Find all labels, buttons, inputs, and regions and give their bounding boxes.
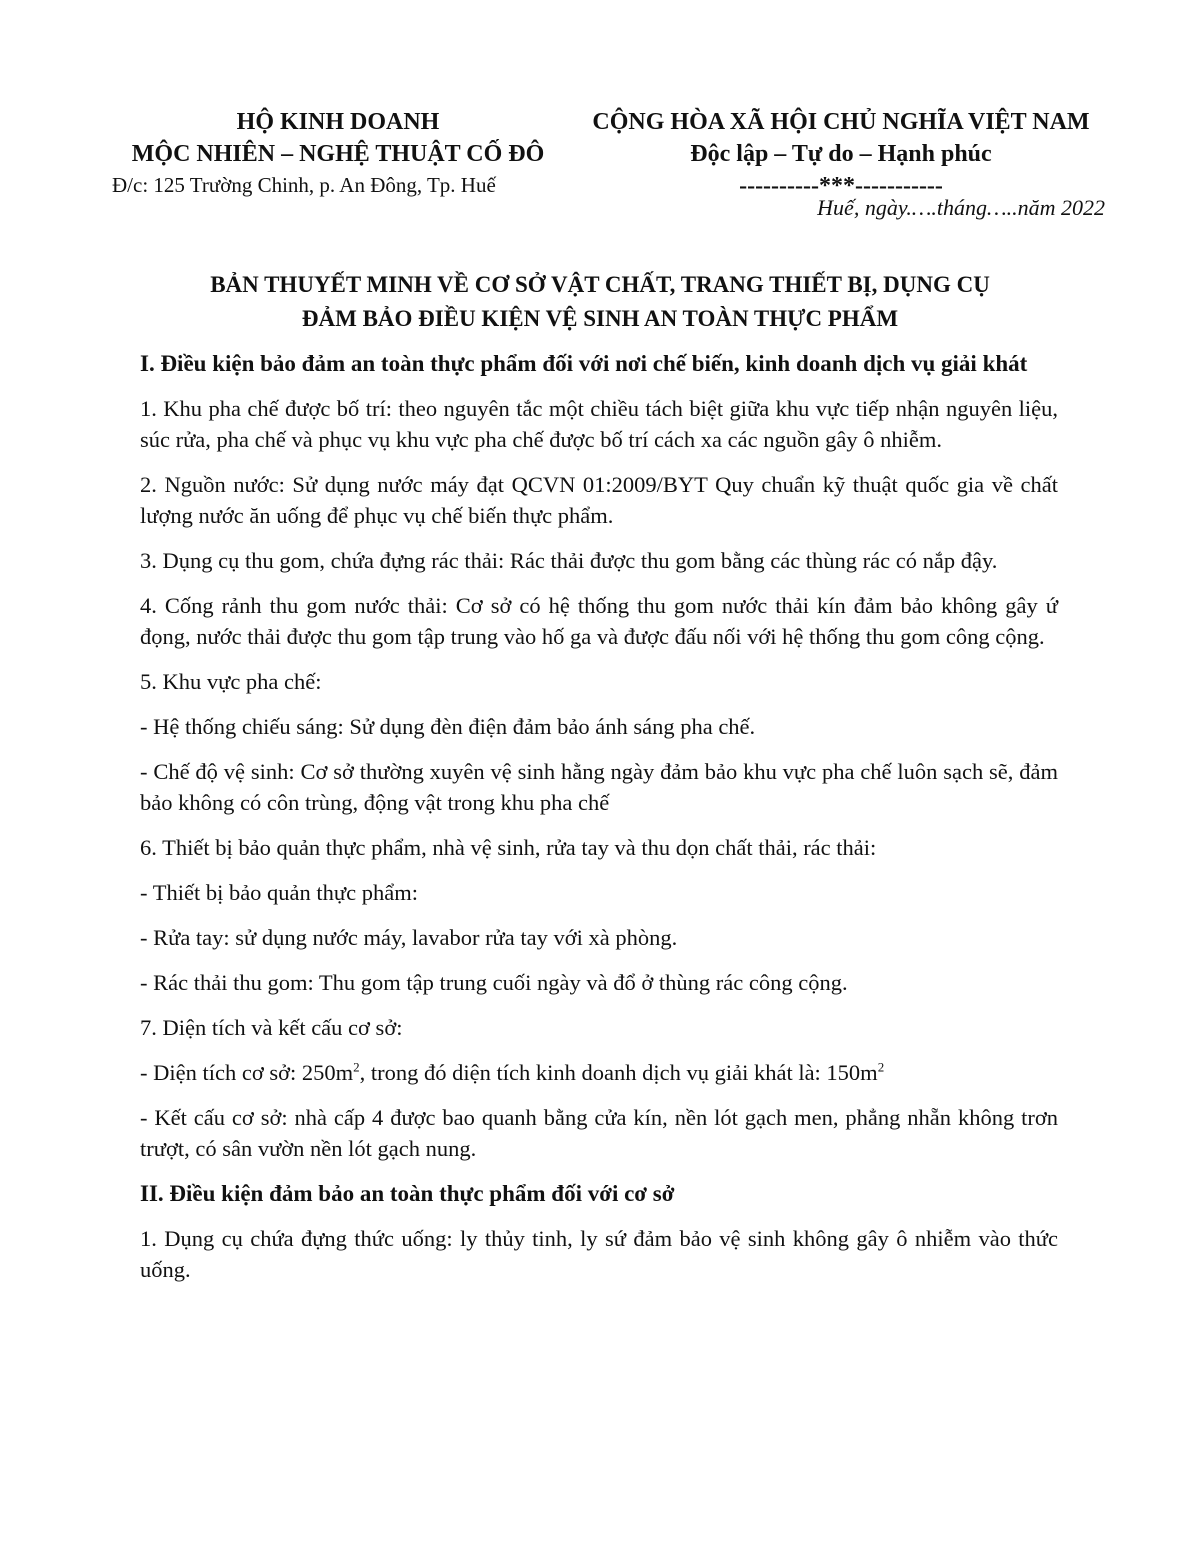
area-text-2: , trong đó diện tích kinh doanh dịch vụ giải khát là: 150m	[359, 1060, 878, 1085]
national-header	[572, 106, 1110, 202]
superscript: 2	[353, 1059, 360, 1075]
paragraph: - Hệ thống chiếu sáng: Sử dụng đèn điện đảm bảo ánh sáng pha chế.	[140, 714, 756, 739]
business-header	[98, 106, 578, 200]
business-address: Đ/c: 125 Trường Chinh, p. An Đông, Tp. Huế	[112, 173, 496, 197]
paragraph: - Rửa tay: sử dụng nước máy, lavabor rửa tay với xà phòng.	[140, 925, 678, 950]
paragraph: - Thiết bị bảo quản thực phẩm:	[140, 880, 418, 905]
paragraph: 5. Khu vực pha chế:	[140, 669, 322, 694]
area-paragraph	[140, 1057, 1058, 1088]
paragraph: 6. Thiết bị bảo quản thực phẩm, nhà vệ sinh, rửa tay và thu dọn chất thải, rác thải:	[140, 835, 877, 860]
document-date: Huế, ngày.….tháng…..năm 2022	[817, 195, 1105, 220]
paragraph: - Rác thải thu gom: Thu gom tập trung cuối ngày và đổ ở thùng rác công cộng.	[140, 970, 848, 995]
paragraph: 2. Nguồn nước: Sử dụng nước máy đạt QCVN 01:2009/BYT Quy chuẩn kỹ thuật quốc gia về chất lượng nước ăn uống để phục vụ chế biến thực phẩm.	[140, 472, 1058, 528]
section-2-heading: II. Điều kiện đảm bảo an toàn thực phẩm đối với cơ sở	[140, 1181, 675, 1206]
paragraph: 1. Khu pha chế được bố trí: theo nguyên tắc một chiều tách biệt giữa khu vực tiếp nhận nguyên liệu, súc rửa, pha chế và phục vụ khu vực pha chế được bố trí cách xa các nguồn gây ô nhiễm.	[140, 396, 1058, 452]
paragraph: - Chế độ vệ sinh: Cơ sở thường xuyên vệ sinh hằng ngày đảm bảo khu vực pha chế luôn sạch sẽ, đảm bảo không có côn trùng, động vật trong khu pha chế	[140, 759, 1058, 815]
paragraph: 3. Dụng cụ thu gom, chứa đựng rác thải: Rác thải được thu gom bằng các thùng rác có nắp đậy.	[140, 548, 998, 573]
title-line-1: BẢN THUYẾT MINH VỀ CƠ SỞ VẬT CHẤT, TRANG THIẾT BỊ, DỤNG CỤ	[210, 272, 990, 297]
motto: Độc lập – Tự do – Hạnh phúc	[690, 141, 992, 167]
title-line-2: ĐẢM BẢO ĐIỀU KIỆN VỆ SINH AN TOÀN THỰC PHẨM	[301, 306, 899, 331]
paragraph: 4. Cống rảnh thu gom nước thải: Cơ sở có hệ thống thu gom nước thải kín đảm bảo không gây ứ đọng, nước thải được thu gom tập trung vào hố ga và được đấu nối với hệ thống thu gom công cộng.	[140, 593, 1058, 649]
superscript: 2	[877, 1059, 885, 1075]
paragraph: 7. Diện tích và kết cấu cơ sở:	[140, 1015, 403, 1040]
section-1-heading: I. Điều kiện bảo đảm an toàn thực phẩm đối với nơi chế biến, kinh doanh dịch vụ giải khát	[140, 351, 1028, 376]
country-name: CỘNG HÒA XÃ HỘI CHỦ NGHĨA VIỆT NAM	[592, 109, 1090, 135]
document-body	[140, 348, 1058, 1299]
document-title	[100, 268, 1100, 336]
business-type: HỘ KINH DOANH	[236, 109, 440, 135]
area-text-1: - Diện tích cơ sở: 250m	[140, 1060, 354, 1085]
header-separator: ----------***-----------	[739, 173, 943, 199]
paragraph: 1. Dụng cụ chứa đựng thức uống: ly thủy tinh, ly sứ đảm bảo vệ sinh không gây ô nhiễm vào thức uống.	[140, 1226, 1058, 1282]
business-name: MỘC NHIÊN – NGHỆ THUẬT CỐ ĐÔ	[131, 141, 545, 167]
paragraph: - Kết cấu cơ sở: nhà cấp 4 được bao quanh bằng cửa kín, nền lót gạch men, phẳng nhẵn không trơn trượt, có sân vườn nền lót gạch nung.	[140, 1105, 1058, 1161]
